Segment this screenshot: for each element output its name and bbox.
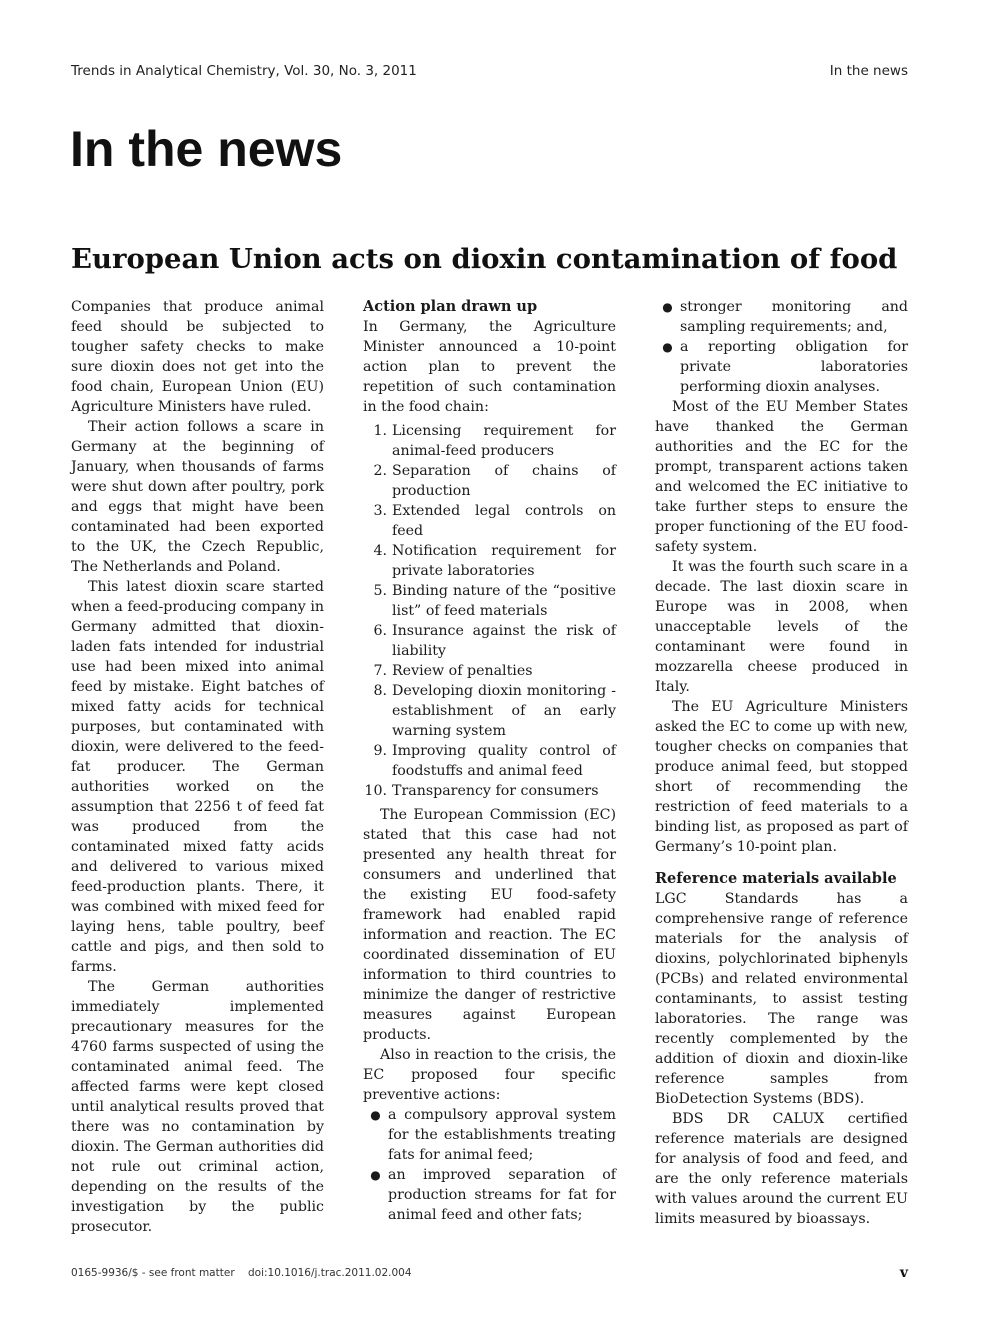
list-item: 2. Separation of chains of production bbox=[373, 463, 616, 499]
list-item: ● an improved separation of production streams for fat for animal feed and other fats; bbox=[363, 1165, 616, 1225]
issn-note: 0165-9936/$ - see front matter bbox=[71, 1267, 235, 1279]
column-3 bbox=[655, 297, 908, 1229]
section-title: In the news bbox=[70, 121, 343, 177]
paragraph: Most of the EU Member States have thanked the German authorities and the EC for the prompt, transparent actions taken and welcomed the EC initiative to take further steps to ensure the proper functioning of the EU food-safety system. bbox=[655, 399, 908, 555]
paragraph: BDS DR CALUX certified reference materials are designed for analysis of food and feed, and are the only reference materials with values around the current EU limits measured by bioassays. bbox=[655, 1111, 908, 1227]
doi: doi:10.1016/j.trac.2011.02.004 bbox=[248, 1267, 412, 1279]
bullet-icon: ● bbox=[662, 300, 673, 314]
subheading-reference-materials: Reference materials available bbox=[655, 870, 897, 887]
paragraph: This latest dioxin scare started when a feed-producing company in Germany admitted that dioxin-laden fats intended for industrial use had been mixed into animal feed by mistake. Eight batches of mixed fatty acids for technical purposes, but contaminated with dioxin, were delivered to the feed-fat producer. The German authorities worked on the assumption that 2256 t of feed fat was produced from the contaminated mixed fatty acids and delivered to various mixed feed-production plants. There, it was combined with mixed feed for laying hens, table poultry, beef cattle and pigs, and then sold to farms. bbox=[71, 579, 324, 975]
list-item: 8. Developing dioxin monitoring - establishment of an early warning system bbox=[373, 683, 616, 739]
preventive-actions-list bbox=[363, 1105, 616, 1225]
page-footer bbox=[71, 1265, 908, 1281]
article-title: European Union acts on dioxin contamination of food bbox=[71, 243, 898, 275]
paragraph: The European Commission (EC) stated that this case had not presented any health threat for consumers and underlined that the existing EU food-safety framework had enabled rapid information and reaction. The EC coordinated dissemination of EU information to third countries to minimize the danger of restrictive measures against European products. bbox=[363, 807, 616, 1043]
list-item: 1. Licensing requirement for animal-feed producers bbox=[373, 423, 616, 459]
column-1 bbox=[71, 297, 324, 1237]
footer-identifiers bbox=[71, 1267, 412, 1279]
action-plan-list bbox=[363, 421, 616, 801]
paragraph: LGC Standards has a comprehensive range of reference materials for the analysis of dioxins, polychlorinated biphenyls (PCBs) and related environmental contaminants, to assist testing laboratories. The range was recently complemented by the addition of dioxin and dioxin-like reference samples from BioDetection Systems (BDS). bbox=[655, 891, 908, 1107]
preventive-actions-list-continued bbox=[655, 297, 908, 397]
journal-citation: Trends in Analytical Chemistry, Vol. 30, No. 3, 2011 bbox=[71, 63, 417, 79]
bullet-icon: ● bbox=[662, 340, 673, 354]
paragraph: In Germany, the Agriculture Minister announced a 10-point action plan to prevent the repetition of such contamination in the food chain: bbox=[363, 319, 616, 415]
list-item: 9. Improving quality control of foodstuffs and animal feed bbox=[373, 743, 616, 779]
paragraph: It was the fourth such scare in a decade. The last dioxin scare in Europe was in 2008, when unacceptable levels of the contaminant were found in mozzarella cheese produced in Italy. bbox=[655, 559, 908, 695]
list-item: ● stronger monitoring and sampling requirements; and, bbox=[655, 297, 908, 337]
page-number: v bbox=[899, 1265, 908, 1281]
running-head bbox=[71, 63, 908, 83]
bullet-icon: ● bbox=[370, 1168, 381, 1182]
list-item: 4. Notification requirement for private laboratories bbox=[373, 543, 616, 579]
list-item: ● a reporting obligation for private laboratories performing dioxin analyses. bbox=[655, 337, 908, 397]
list-item: 7. Review of penalties bbox=[373, 663, 533, 679]
list-item: 6. Insurance against the risk of liability bbox=[373, 623, 616, 659]
paragraph: The EU Agriculture Ministers asked the EC to come up with new, tougher checks on companies that produce animal feed, but stopped short of recommending the restriction of feed materials to a binding list, as proposed as part of Germany’s 10-point plan. bbox=[655, 699, 908, 855]
subheading-action-plan: Action plan drawn up bbox=[363, 298, 538, 315]
column-2 bbox=[363, 297, 616, 1225]
list-item: 3. Extended legal controls on feed bbox=[373, 503, 616, 539]
paragraph: Companies that produce animal feed should be subjected to tougher safety checks to make sure dioxin does not get into the food chain, European Union (EU) Agriculture Ministers have ruled. bbox=[71, 299, 324, 415]
list-item: 5. Binding nature of the “positive list” of feed materials bbox=[373, 583, 616, 619]
list-item: 10. Transparency for consumers bbox=[364, 783, 599, 799]
section-label: In the news bbox=[829, 63, 908, 79]
list-item: ● a compulsory approval system for the establishments treating fats for animal feed; bbox=[363, 1105, 616, 1165]
bullet-icon: ● bbox=[370, 1108, 381, 1122]
paragraph: The German authorities immediately implemented precautionary measures for the 4760 farms suspected of using the contaminated animal feed. The affected farms were kept closed until analytical results proved that there was no contamination by dioxin. The German authorities did not rule out criminal action, depending on the results of the investigation by the public prosecutor. bbox=[71, 979, 324, 1235]
paragraph: Their action follows a scare in Germany at the beginning of January, when thousands of farms were shut down after poultry, pork and eggs that might have been contaminated had been exported to the UK, the Czech Republic, The Netherlands and Poland. bbox=[71, 419, 324, 575]
paragraph: Also in reaction to the crisis, the EC proposed four specific preventive actions: bbox=[363, 1047, 616, 1103]
